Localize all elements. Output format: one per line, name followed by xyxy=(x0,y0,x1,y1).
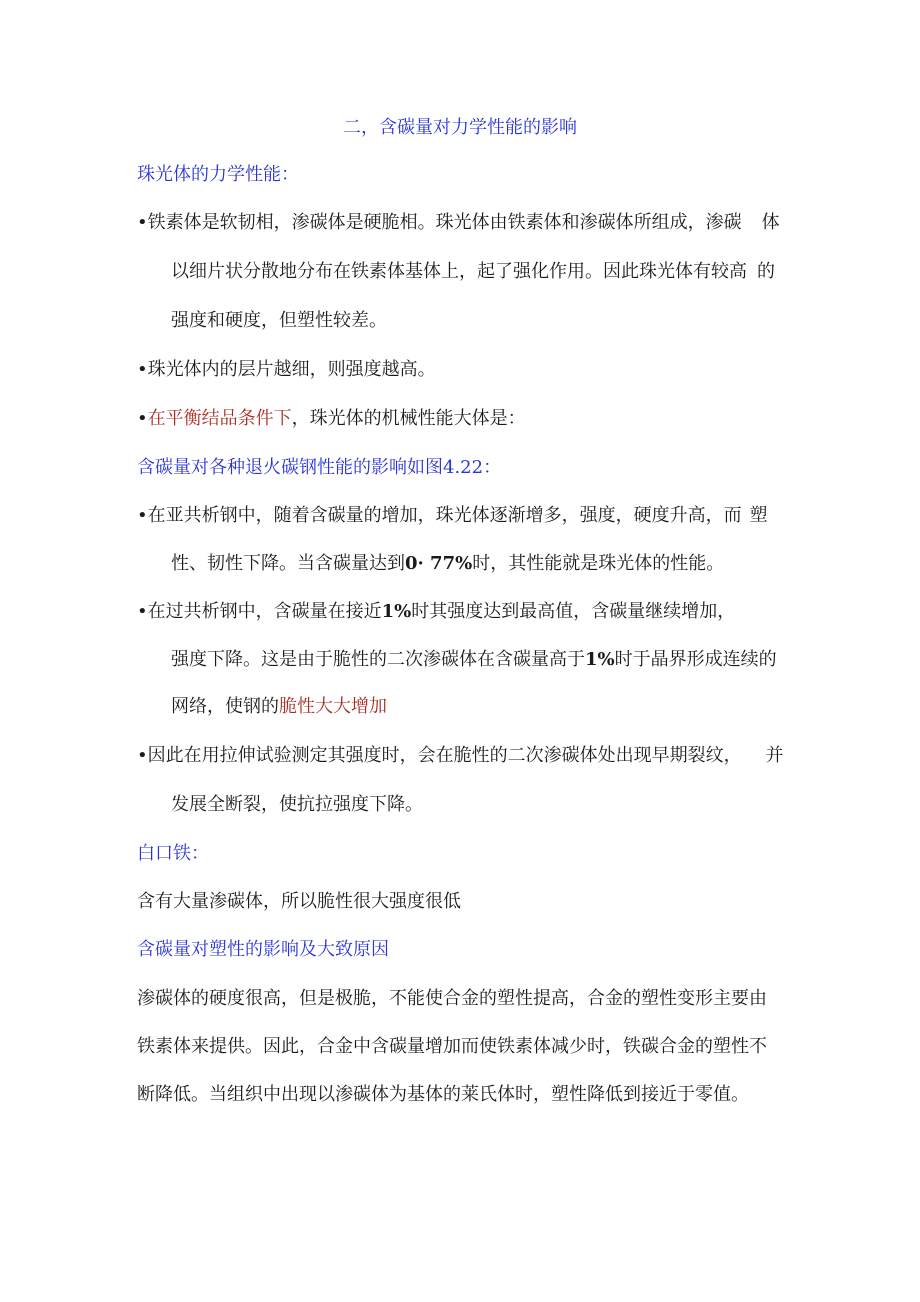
plasticity-line-1: 渗碳体的硬度很高，但是极脆，不能使合金的塑性提高，合金的塑性变形主要由 xyxy=(137,988,767,1009)
highlight-text: 在平衡结品条件下 xyxy=(147,408,292,429)
bullet: • xyxy=(137,212,148,233)
text-span: 时，其性能就是珠光体的性能。 xyxy=(472,553,725,574)
paragraph-6-line-2: 发展全断裂，使抗拉强度下降。 xyxy=(171,794,423,815)
text-span: 并 xyxy=(765,745,784,766)
bold-value: 0· 77% xyxy=(405,553,473,574)
page-title: 二，含碳量对力学性能的影响 xyxy=(343,117,577,138)
text-span: •在亚共析钢中，随着含碳量的增加，珠光体逐渐增多，强度，硬度升高，而 xyxy=(137,505,742,526)
annealed-heading: 含碳量对各种退火碳钢性能的影响如图4.22： xyxy=(137,457,502,478)
text-span: 时其强度达到最高值，含碳量继续增加， xyxy=(411,601,736,622)
text-span: 强度下降。这是由于脆性的二次渗碳体在含碳量高于 xyxy=(171,649,585,670)
bold-value: 1% xyxy=(381,601,412,622)
text-span: •因此在用拉伸试验测定其强度时，会在脆性的二次渗碳体处出现早期裂纹， xyxy=(137,745,742,766)
paragraph-5-line-1 xyxy=(137,599,735,625)
white-iron-text: 含有大量渗碳体，所以脆性很大强度很低 xyxy=(137,891,461,912)
text-span: 铁素体是软韧相，渗碳体是硬脆相。珠光体由铁素体和渗碳体所组成，渗碳 xyxy=(147,212,742,233)
text-span: 以细片状分散地分布在铁素体基体上，起了强化作用。因此珠光体有较高 xyxy=(171,261,747,282)
paragraph-6-line-1 xyxy=(137,743,784,769)
text-span: •在过共析钢中，含碳量在接近 xyxy=(137,601,382,622)
paragraph-3 xyxy=(137,406,526,432)
text-span: 时于晶界形成连续的 xyxy=(614,649,777,670)
text-span: 体 xyxy=(761,212,780,233)
text-span: 塑 xyxy=(749,505,768,526)
paragraph-1-line-2 xyxy=(171,259,775,285)
bold-value: 1% xyxy=(585,649,615,670)
paragraph-5-line-2 xyxy=(171,647,777,673)
text-span: 网络，使钢的 xyxy=(171,696,279,717)
pearlite-heading: 珠光体的力学性能： xyxy=(137,164,299,185)
paragraph-5-line-3 xyxy=(171,694,387,720)
paragraph-1-line-3: 强度和硬度，但塑性较差。 xyxy=(171,310,387,331)
paragraph-4-line-1 xyxy=(137,503,768,529)
plasticity-line-3: 断降低。当组织中出现以渗碳体为基体的莱氏体时，塑性降低到接近于零值。 xyxy=(137,1084,749,1105)
text-span: 性、韧性下降。当含碳量达到 xyxy=(171,553,405,574)
plasticity-heading: 含碳量对塑性的影响及大致原因 xyxy=(137,939,389,960)
highlight-text: 脆性大大增加 xyxy=(279,696,387,717)
white-iron-heading: 白口铁： xyxy=(137,843,209,864)
text-span: 的 xyxy=(757,261,775,282)
plasticity-line-2: 铁素体来提供。因此，合金中含碳量增加而使铁素体减少时，铁碳合金的塑性不 xyxy=(137,1036,767,1057)
paragraph-1-line-1 xyxy=(137,210,780,236)
paragraph-4-line-2 xyxy=(171,551,724,577)
bullet: • xyxy=(137,408,148,429)
paragraph-2: •珠光体内的层片越细，则强度越高。 xyxy=(137,359,436,380)
text-span: ，珠光体的机械性能大体是： xyxy=(291,408,526,429)
